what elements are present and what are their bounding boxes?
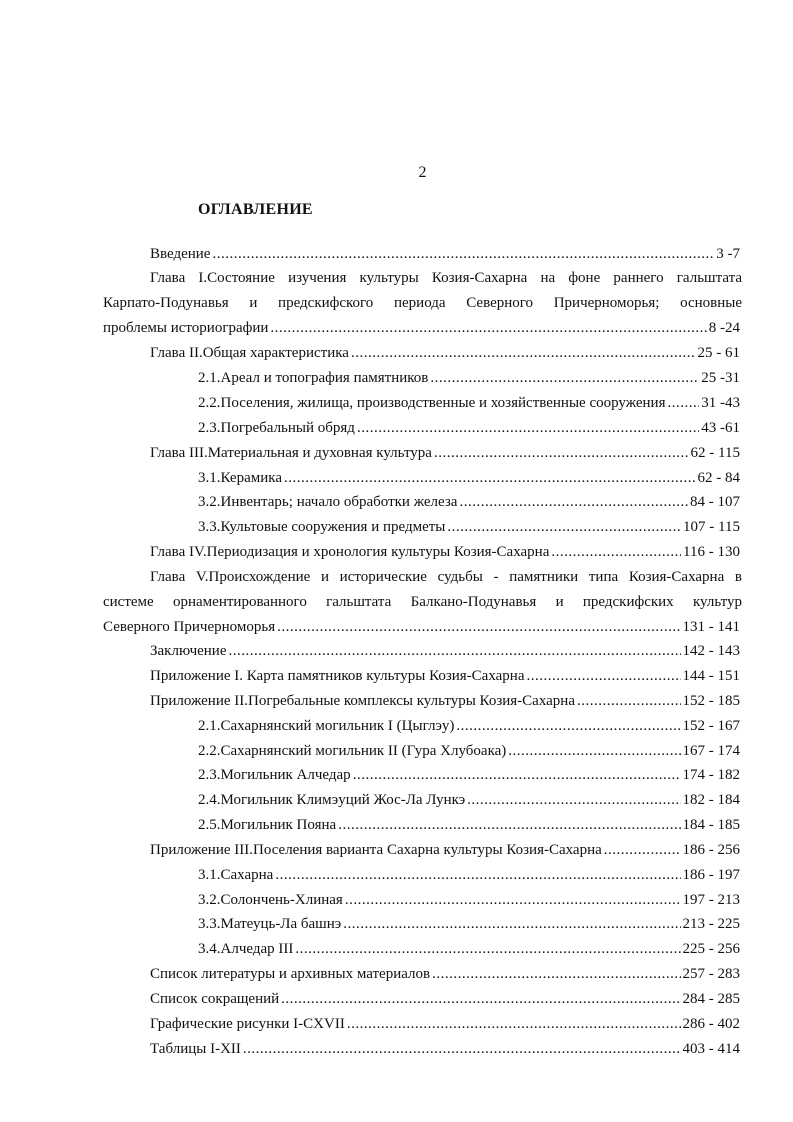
toc-entry-label: 2.1.Ареал и топография памятников [198, 370, 429, 386]
toc-entry-tables [150, 1039, 740, 1059]
toc-entry-pages: 144 - 151 [682, 668, 740, 684]
leader-dots [430, 368, 699, 388]
toc-entry-label: Глава II.Общая характеристика [150, 345, 349, 361]
toc-entry-label: 3.2.Инвентарь; начало обработки железа [198, 494, 458, 510]
toc-entry-label: 2.2.Поселения, жилища, производственные и хозяйственные сооружения [198, 395, 666, 411]
leader-dots [284, 468, 696, 488]
leader-dots [508, 741, 680, 761]
toc-entry-pages: 31 -43 [701, 395, 740, 411]
leader-dots [212, 244, 714, 264]
leader-dots [281, 989, 680, 1009]
toc-entry-a3-4 [198, 939, 740, 959]
toc-entry-ch2 [150, 343, 740, 363]
leader-dots [432, 964, 680, 984]
toc-entry-app2 [150, 691, 740, 711]
toc-entry-intro [150, 244, 740, 264]
toc-entry-ch5-line2: системе орнаментированного гальштата Балкано-Подунавья и предскифских культур [103, 594, 742, 610]
leader-dots [277, 617, 680, 637]
toc-entry-pages: 3 -7 [716, 246, 740, 262]
toc-entry-2-1 [198, 368, 740, 388]
toc-entry-a2-1 [198, 716, 740, 736]
toc-entry-literature [150, 964, 740, 984]
toc-entry-label: Приложение III.Поселения варианта Сахарна культуры Козия-Сахарна [150, 842, 602, 858]
toc-entry-label: 2.5.Могильник Пояна [198, 817, 337, 833]
toc-entry-3-2 [198, 492, 740, 512]
toc-entry-pages: 225 - 256 [682, 941, 740, 957]
toc-entry-pages: 257 - 283 [682, 966, 740, 982]
toc-entry-label: Введение [150, 246, 211, 262]
toc-entry-pages: 116 - 130 [683, 544, 740, 560]
toc-entry-pages: 25 - 61 [697, 345, 740, 361]
leader-dots [270, 318, 706, 338]
toc-entry-label: Глава IV.Периодизация и хронология культуры Козия-Сахарна [150, 544, 550, 560]
page-number: 2 [418, 164, 427, 181]
leader-dots [345, 890, 681, 910]
toc-entry-label: 2.1.Сахарнянский могильник I (Цыглэу) [198, 718, 455, 734]
toc-entry-a2-3 [198, 765, 740, 785]
leader-dots [526, 666, 680, 686]
toc-entry-pages: 107 - 115 [683, 519, 740, 535]
toc-entry-a3-3 [198, 914, 740, 934]
toc-entry-ch1 [103, 318, 740, 338]
toc-entry-pages: 152 - 185 [682, 693, 740, 709]
leader-dots [243, 1039, 681, 1059]
toc-entry-ch5-line1: Глава V.Происхождение и исторические судьбы - памятники типа Козия-Сахарна в [150, 569, 742, 585]
toc-entry-pages: 286 - 402 [682, 1016, 740, 1032]
toc-entry-label: Глава III.Материальная и духовная культура [150, 445, 432, 461]
toc-entry-conclusion [150, 641, 740, 661]
toc-entry-label: проблемы историографии [103, 320, 269, 336]
toc-entry-pages: 8 -24 [708, 320, 740, 336]
toc-entry-label: 2.3.Погребальный обряд [198, 420, 355, 436]
toc-entry-a3-2 [198, 890, 740, 910]
toc-entry-pages: 142 - 143 [682, 643, 740, 659]
toc-entry-label: Список сокращений [150, 991, 280, 1007]
toc-entry-app3 [150, 840, 740, 860]
toc-entry-label: Графические рисунки I-CXVII [150, 1016, 345, 1032]
toc-entry-a2-4 [198, 790, 740, 810]
toc-entry-label: Таблицы I-XII [150, 1041, 241, 1057]
toc-entry-a3-1 [198, 865, 740, 885]
toc-entry-label: Приложение II.Погребальные комплексы культуры Козия-Сахарна [150, 693, 575, 709]
toc-entry-3-1 [198, 468, 740, 488]
leader-dots [434, 443, 689, 463]
toc-entry-pages: 131 - 141 [682, 619, 740, 635]
toc-entry-pages: 167 - 174 [682, 743, 740, 759]
leader-dots [347, 1014, 681, 1034]
toc-entry-pages: 186 - 197 [682, 867, 740, 883]
toc-entry-label: Заключение [150, 643, 227, 659]
leader-dots [577, 691, 681, 711]
toc-entry-a2-5 [198, 815, 740, 835]
leader-dots [343, 914, 680, 934]
toc-entry-app1 [150, 666, 740, 686]
toc-entry-pages: 284 - 285 [682, 991, 740, 1007]
toc-entry-label: 2.3.Могильник Алчедар [198, 767, 351, 783]
leader-dots [229, 641, 681, 661]
leader-dots [456, 716, 680, 736]
toc-entry-label: 3.2.Солончень-Хлиная [198, 892, 343, 908]
toc-entry-pages: 62 - 84 [697, 470, 740, 486]
leader-dots [275, 865, 680, 885]
toc-entry-label: 2.4.Могильник Климэуций Жос-Ла Лункэ [198, 792, 466, 808]
toc-title: ОГЛАВЛЕНИЕ [198, 201, 313, 218]
toc-entry-a2-2 [198, 741, 740, 761]
toc-entry-label: Северного Причерноморья [103, 619, 276, 635]
toc-entry-pages: 84 - 107 [690, 494, 740, 510]
toc-entry-figures [150, 1014, 740, 1034]
toc-entry-label: Приложение I. Карта памятников культуры Козия-Сахарна [150, 668, 525, 684]
toc-entry-pages: 213 - 225 [682, 916, 740, 932]
toc-entry-pages: 184 - 185 [682, 817, 740, 833]
toc-entry-ch1-line2: Карпато-Подунавья и предскифского периода Северного Причерноморья; основные [103, 295, 742, 311]
toc-entry-label: 3.4.Алчедар III [198, 941, 294, 957]
leader-dots [353, 765, 681, 785]
toc-entry-pages: 25 -31 [701, 370, 740, 386]
toc-entry-ch3 [150, 443, 740, 463]
leader-dots [604, 840, 681, 860]
toc-entry-label: 2.2.Сахарнянский могильник II (Гура Хлубоака) [198, 743, 507, 759]
leader-dots [338, 815, 680, 835]
leader-dots [351, 343, 696, 363]
toc-entry-2-2 [198, 393, 740, 413]
toc-entry-ch5 [103, 617, 740, 637]
toc-entry-pages: 403 - 414 [682, 1041, 740, 1057]
toc-entry-pages: 152 - 167 [682, 718, 740, 734]
toc-entry-pages: 174 - 182 [682, 767, 740, 783]
toc-entry-label: 3.1.Сахарна [198, 867, 274, 883]
toc-entry-label: 3.1.Керамика [198, 470, 282, 486]
toc-entry-label: 3.3.Матеуць-Ла башнэ [198, 916, 342, 932]
toc-entry-abbreviations [150, 989, 740, 1009]
toc-entry-pages: 182 - 184 [682, 792, 740, 808]
toc-entry-label: Список литературы и архивных материалов [150, 966, 431, 982]
toc-entry-pages: 197 - 213 [682, 892, 740, 908]
leader-dots [667, 393, 699, 413]
toc-entry-pages: 62 - 115 [690, 445, 740, 461]
toc-entry-2-3 [198, 418, 740, 438]
toc-entry-pages: 43 -61 [701, 420, 740, 436]
leader-dots [447, 517, 681, 537]
leader-dots [295, 939, 680, 959]
leader-dots [459, 492, 688, 512]
leader-dots [551, 542, 681, 562]
leader-dots [357, 418, 699, 438]
toc-entry-label: 3.3.Культовые сооружения и предметы [198, 519, 446, 535]
toc-entry-ch4 [150, 542, 740, 562]
toc-entry-3-3 [198, 517, 740, 537]
leader-dots [467, 790, 680, 810]
toc-entry-pages: 186 - 256 [682, 842, 740, 858]
toc-entry-ch1-line1: Глава I.Состояние изучения культуры Козия-Сахарна на фоне раннего гальштата [150, 270, 742, 286]
